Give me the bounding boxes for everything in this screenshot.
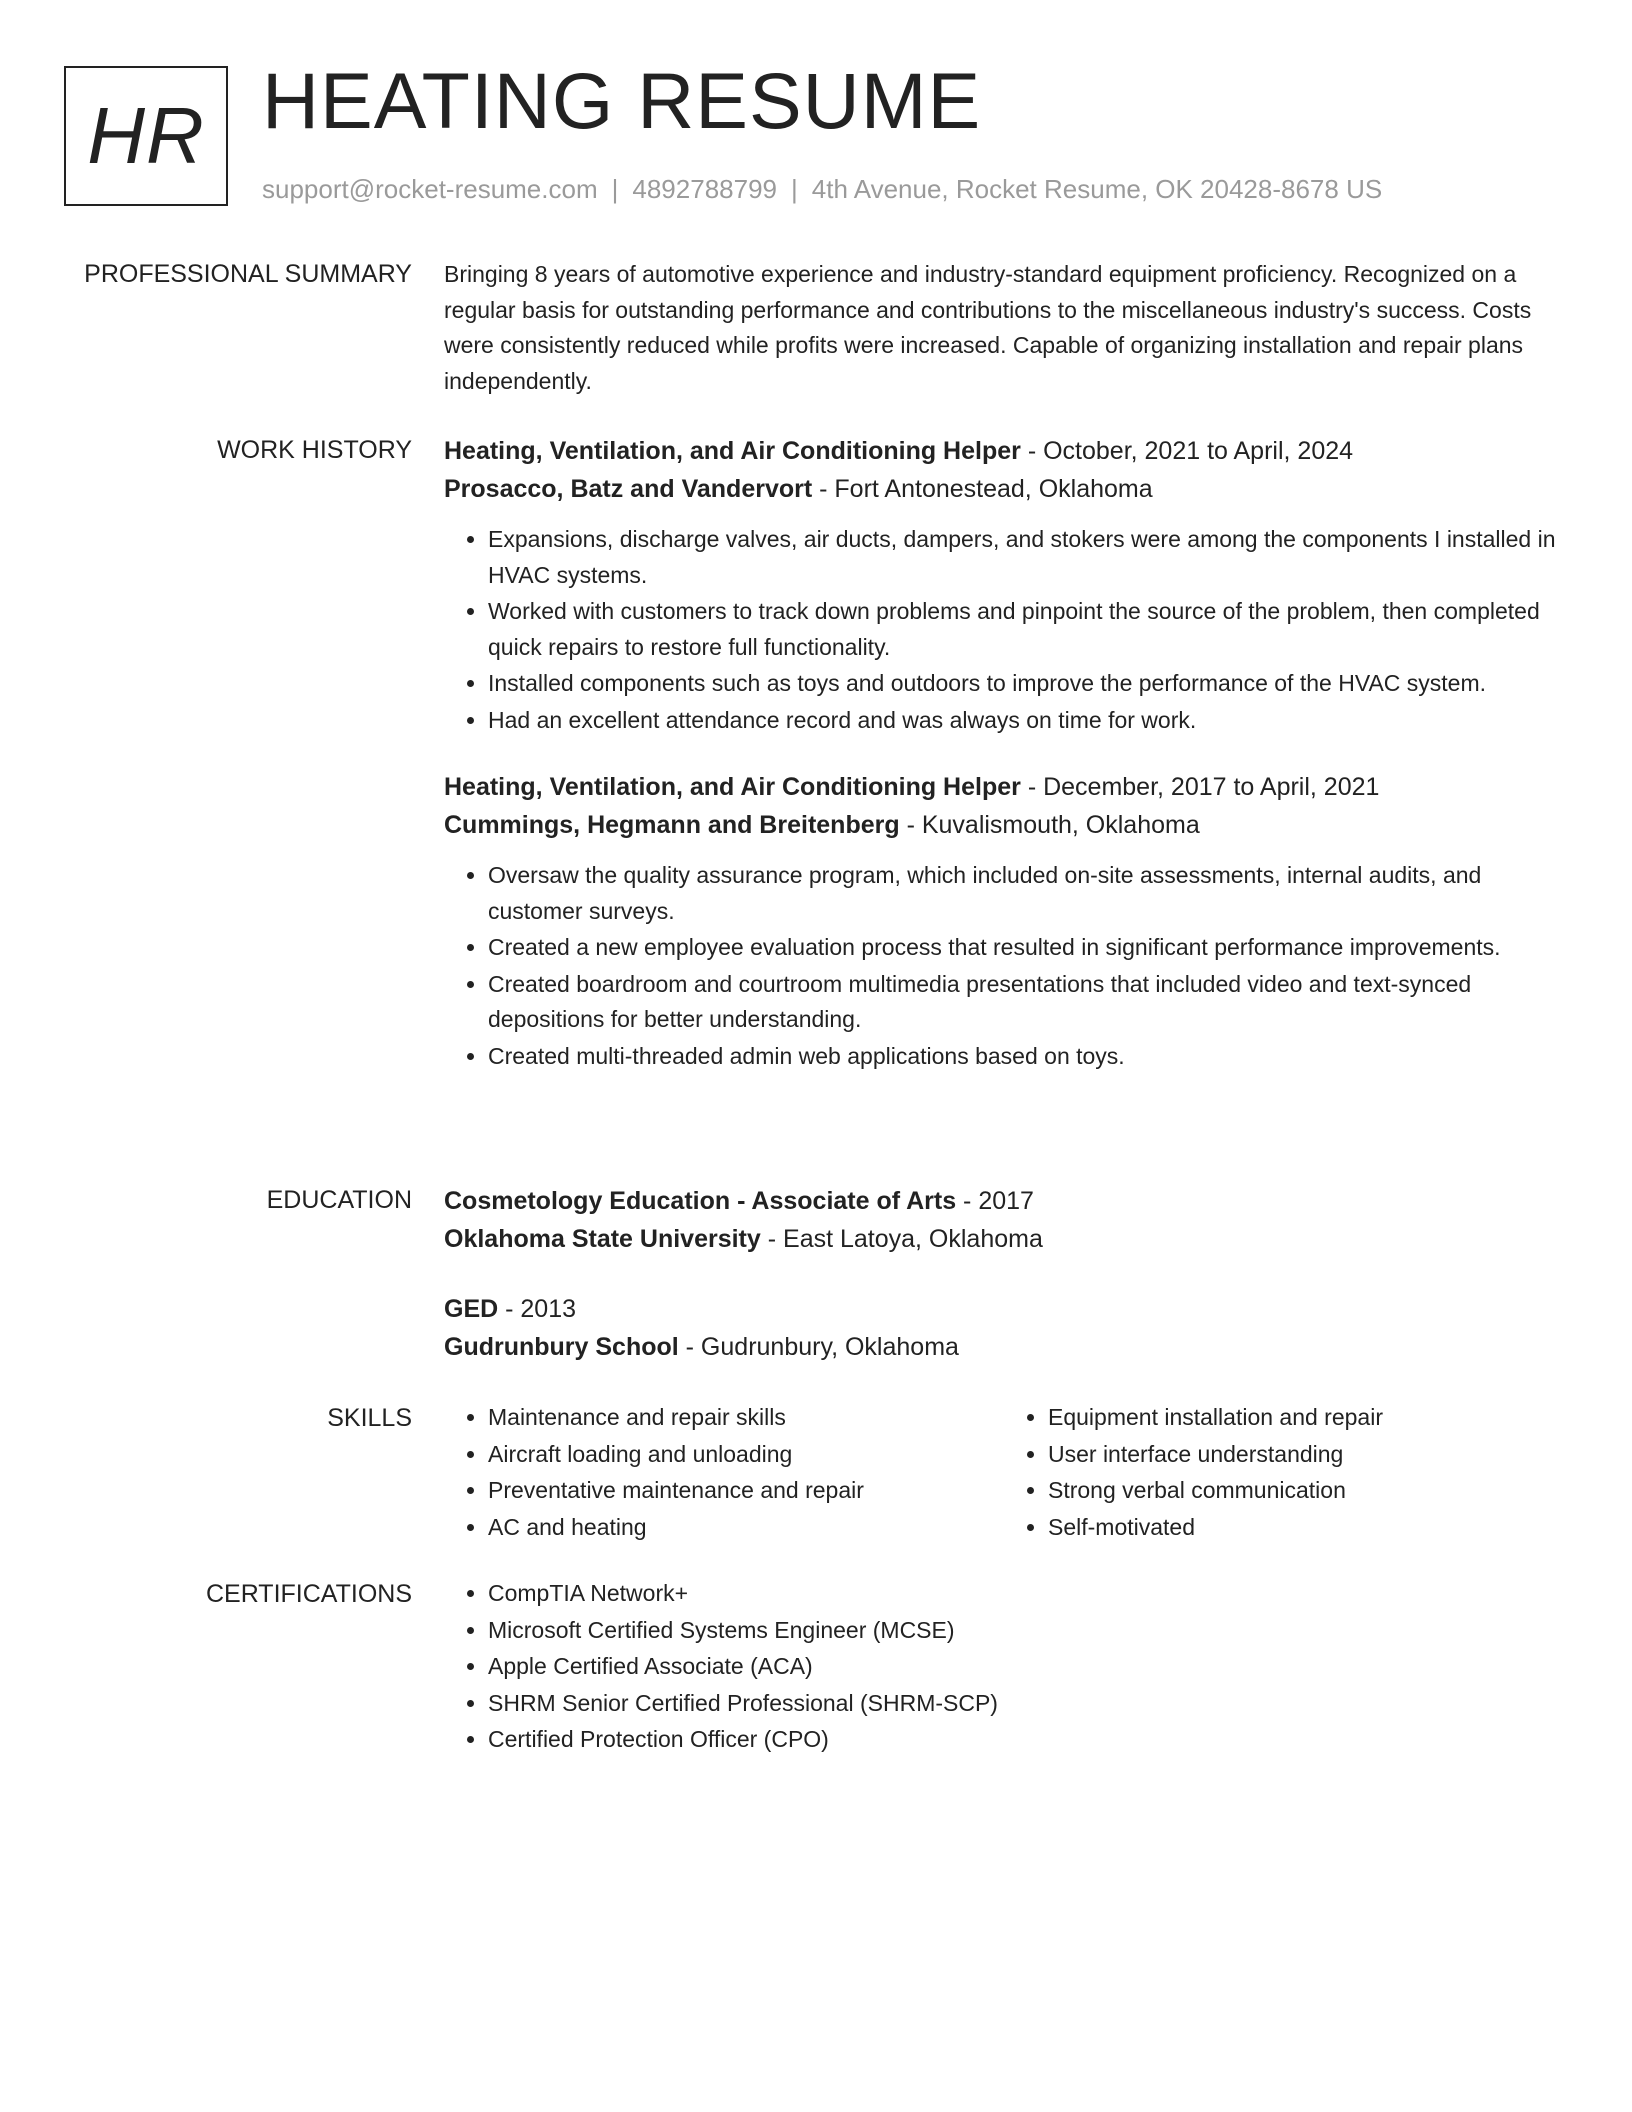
job-bullet: • Installed components such as toys and outdoors to improve the performance of the HVAC system. [488,666,1564,702]
skill-item: • Strong verbal communication [1048,1473,1564,1509]
job-bullets [444,858,1564,1074]
job-company-line [444,470,1564,508]
education-degree-line [444,1182,1564,1220]
job-bullet: • Had an excellent attendance record and was always on time for work. [488,703,1564,739]
skill-item: • Equipment installation and repair [1048,1400,1564,1436]
job-location: - Fort Antonestead, Oklahoma [812,475,1153,503]
job-entry [444,432,1564,738]
certification-item: • CompTIA Network+ [488,1576,1564,1612]
contact-address: 4th Avenue, Rocket Resume, OK 20428-8678 US [811,174,1383,204]
certification-item: • Apple Certified Associate (ACA) [488,1649,1564,1685]
section-label-summary: PROFESSIONAL SUMMARY [84,260,412,288]
job-bullet: • Expansions, discharge valves, air ducts, dampers, and stokers were among the components I installed in HVAC systems. [488,522,1564,593]
section-label-skills: SKILLS [327,1404,412,1432]
job-company: Prosacco, Batz and Vandervort [444,475,813,503]
job-bullet: • Oversaw the quality assurance program, which included on-site assessments, internal audits, and customer surveys. [488,858,1564,929]
education-degree-line [444,1290,1564,1328]
job-company: Cummings, Hegmann and Breitenberg [444,811,900,839]
job-bullet: • Worked with customers to track down problems and pinpoint the source of the problem, then completed quick repairs to restore full functionality. [488,594,1564,665]
job-title: Heating, Ventilation, and Air Conditioning Helper [444,437,1021,465]
education-school-line [444,1220,1564,1258]
education-school-line [444,1328,1564,1366]
education-school: Oklahoma State University [444,1225,761,1253]
skill-item: • Preventative maintenance and repair [488,1473,1004,1509]
job-dates: - October, 2021 to April, 2024 [1020,437,1354,465]
skills-columns [444,1400,1564,1546]
certification-item: • Certified Protection Officer (CPO) [488,1722,1564,1758]
skill-item: • AC and heating [488,1510,1004,1546]
education-year: - 2013 [498,1295,577,1323]
job-title-line [444,768,1564,806]
skill-item: • Aircraft loading and unloading [488,1437,1004,1473]
education-location: - Gudrunbury, Oklahoma [678,1333,959,1361]
education-degree: Cosmetology Education - Associate of Arts [444,1187,957,1215]
job-bullet: • Created boardroom and courtroom multimedia presentations that included video and text-synced depositions for better understanding. [488,967,1564,1038]
section-label-work: WORK HISTORY [217,436,412,464]
contact-separator: | [611,174,619,204]
section-label-certifications: CERTIFICATIONS [205,1580,412,1608]
contact-email[interactable]: support@rocket-resume.com [262,174,598,204]
education-entry [444,1182,1564,1258]
job-company-line [444,806,1564,844]
certification-item: • SHRM Senior Certified Professional (SHRM-SCP) [488,1686,1564,1722]
job-entry [444,768,1564,1074]
certification-item: • Microsoft Certified Systems Engineer (MCSE) [488,1613,1564,1649]
job-title: Heating, Ventilation, and Air Conditioning Helper [444,773,1021,801]
resume-title: HEATING RESUME [262,56,982,145]
summary-text: Bringing 8 years of automotive experience and industry-standard equipment proficiency. Recognized on a regular basis for outstanding performance and contributions to the miscellaneous industry's success. Costs were consistently reduced while profits were increased. Capable of organizing installation and repair plans independently. [444,261,1532,394]
skill-item: • User interface understanding [1048,1437,1564,1473]
skill-item: • Self-motivated [1048,1510,1564,1546]
skill-item: • Maintenance and repair skills [488,1400,1004,1436]
education-location: - East Latoya, Oklahoma [760,1225,1043,1253]
monogram-logo: HR [64,66,228,206]
section-label-education: EDUCATION [266,1186,412,1214]
skills-list-right [1004,1400,1564,1546]
job-bullet: • Created multi-threaded admin web applications based on toys. [488,1039,1564,1075]
contact-separator: | [791,174,798,204]
education-degree: GED [444,1295,499,1323]
education-entry [444,1290,1564,1366]
skills-list-left [444,1400,1004,1546]
contact-line [262,172,1382,206]
job-location: - Kuvalismouth, Oklahoma [899,811,1200,839]
job-bullet: • Created a new employee evaluation process that resulted in significant performance improvements. [488,930,1564,966]
education-school: Gudrunbury School [444,1333,679,1361]
certifications-list [444,1576,1564,1758]
job-dates: - December, 2017 to April, 2021 [1020,773,1380,801]
contact-phone[interactable]: 4892788799 [632,174,777,204]
education-year: - 2017 [956,1187,1034,1215]
job-bullets [444,522,1564,738]
job-title-line [444,432,1564,470]
